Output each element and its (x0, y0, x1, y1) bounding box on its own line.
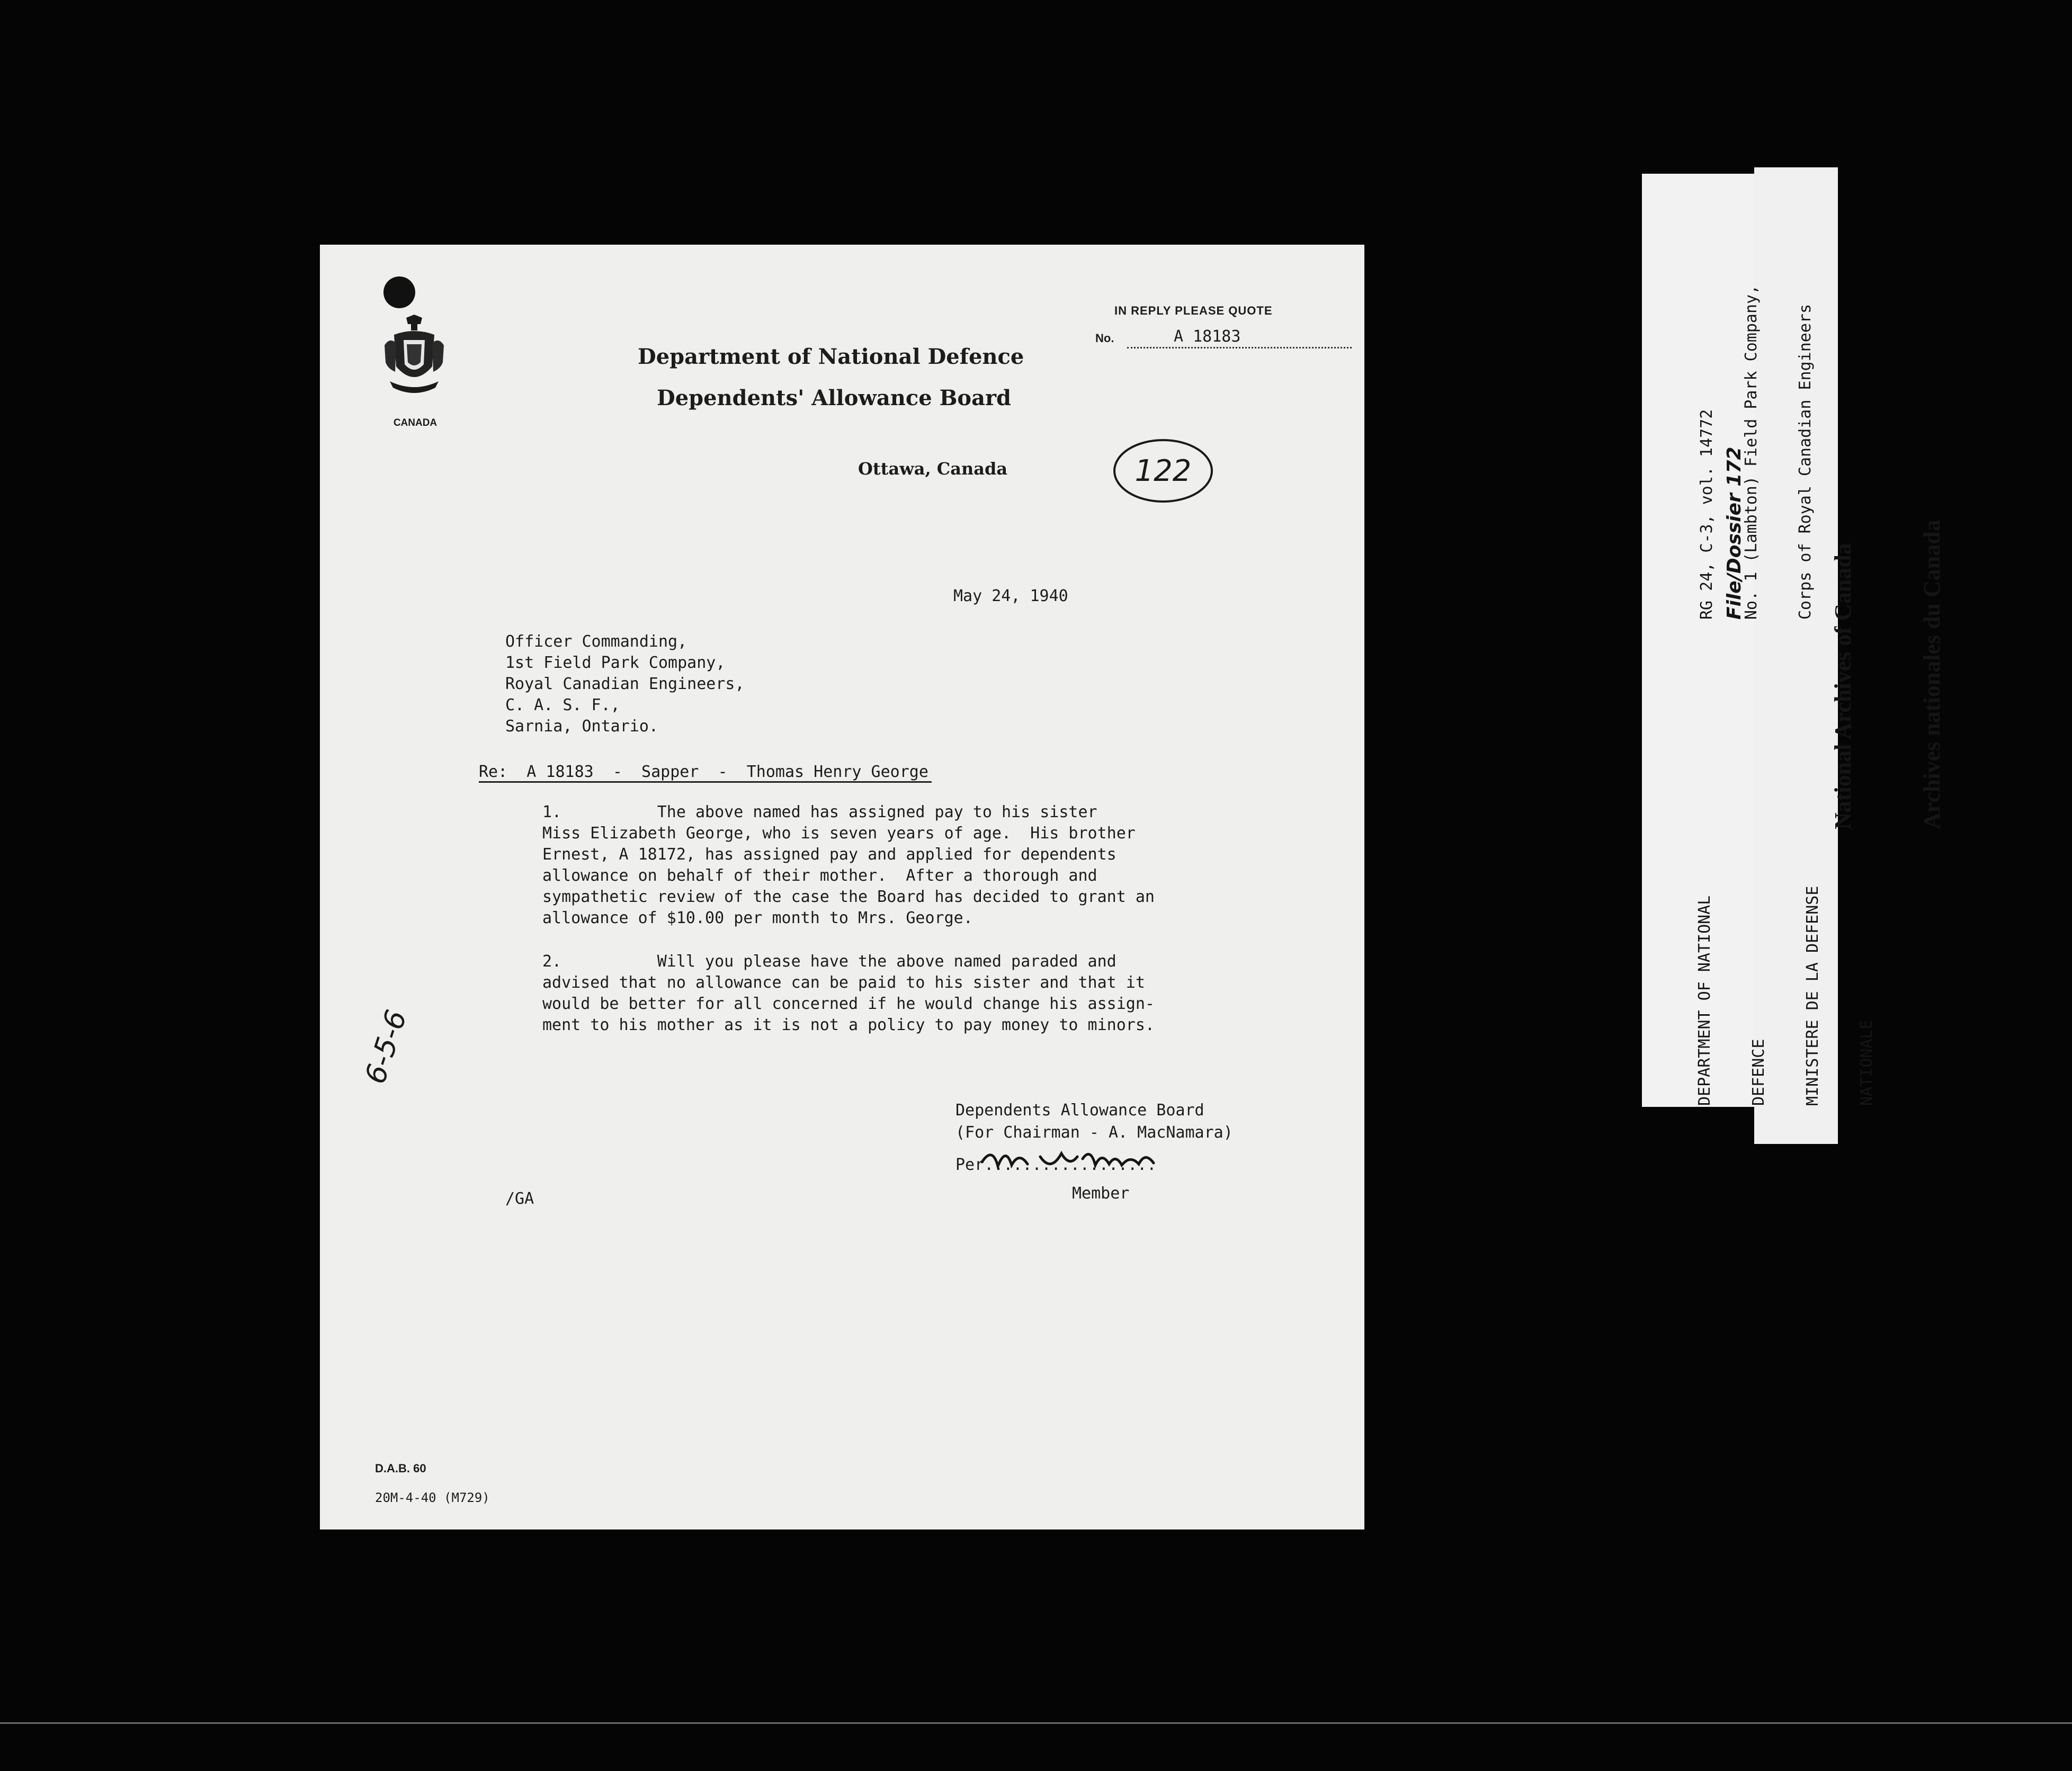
paragraph-line: 1. The above named has assigned pay to his sister (542, 803, 1097, 821)
typist-initials: /GA (505, 1189, 534, 1208)
signature-block (955, 1099, 1233, 1144)
handwritten-signature (977, 1141, 1167, 1179)
archive-unit-line: Corps of Royal Canadian Engineers (1796, 303, 1815, 620)
paragraph-line: sympathetic review of the case the Board has decided to grant an (542, 888, 1155, 906)
address-line: Officer Commanding, (505, 632, 687, 651)
circled-number-text: 122 (1135, 454, 1192, 488)
reply-number-value: A 18183 (1127, 327, 1352, 348)
archive-file-line: File/Dossier 172 (1723, 446, 1745, 620)
address-line: 1st Field Park Company, (505, 654, 726, 672)
letter-date: May 24, 1940 (953, 587, 1068, 605)
archive-department-text (1660, 886, 1894, 1106)
letterhead-city: Ottawa, Canada (858, 459, 1008, 479)
signature-line: Dependents Allowance Board (955, 1101, 1204, 1120)
address-line: C. A. S. F., (505, 696, 620, 714)
paragraph-line: allowance of $10.00 per month to Mrs. George. (542, 909, 973, 927)
board-title: Dependents' Allowance Board (657, 386, 1012, 410)
paragraph-line: would be better for all concerned if he would change his assign- (542, 995, 1155, 1013)
archives-name (1769, 520, 1977, 829)
archive-dept-line: DEFENCE (1749, 1039, 1768, 1106)
archive-dept-line: MINISTERE DE LA DEFENSE (1803, 885, 1822, 1106)
archive-unit-line: No. 1 (Lambton) Field Park Company, (1742, 284, 1761, 620)
paragraph-line: ment to his mother as it is not a policy to pay money to minors. (542, 1016, 1155, 1034)
subject-line: Re: A 18183 - Sapper - Thomas Henry George (479, 763, 932, 783)
form-code: D.A.B. 60 (375, 1462, 426, 1475)
scan-edge-line (0, 1722, 2072, 1724)
paragraph-line: advised that no allowance can be paid to his sister and that it (542, 973, 1145, 992)
archive-dept-line: DEPARTMENT OF NATIONAL (1695, 895, 1714, 1106)
reply-caption: IN REPLY PLEASE QUOTE (1114, 304, 1273, 317)
handwritten-margin-note (341, 932, 414, 1091)
paragraph-line: allowance on behalf of their mother. After a thorough and (542, 866, 1097, 885)
paragraph-1 (542, 802, 1155, 929)
margin-note-text: 6-5-6 (358, 1006, 414, 1088)
canada-crest-icon (382, 314, 446, 398)
paragraph-line: Ernest, A 18172, has assigned pay and applied for dependents (542, 845, 1117, 864)
address-line: Royal Canadian Engineers, (505, 675, 745, 693)
crest-label: CANADA (393, 417, 437, 428)
archives-name-fr: Archives nationales du Canada (1919, 520, 1945, 829)
department-title: Department of National Defence (638, 344, 1024, 369)
archive-dept-line: NATIONALE (1857, 1019, 1876, 1106)
paragraph-line: Miss Elizabeth George, who is seven years of age. His brother (542, 824, 1136, 843)
form-print-code: 20M-4-40 (M729) (375, 1490, 490, 1505)
member-label: Member (1072, 1184, 1130, 1203)
punch-hole (383, 276, 415, 308)
circled-number (1111, 436, 1215, 505)
letter-page (320, 245, 1364, 1529)
recipient-address (505, 631, 745, 737)
paragraph-line: 2. Will you please have the above named paraded and (542, 952, 1117, 971)
archives-name-en: National Archives of Canada (1830, 543, 1856, 829)
signature-line: (For Chairman - A. MacNamara) (955, 1123, 1233, 1142)
reply-number-label: No. (1095, 332, 1114, 345)
archive-ref-line: RG 24, C-3, vol. 14772 (1698, 409, 1716, 620)
paragraph-2 (542, 951, 1155, 1036)
per-line: Per.................. (955, 1156, 1157, 1174)
address-line: Sarnia, Ontario. (505, 717, 658, 736)
